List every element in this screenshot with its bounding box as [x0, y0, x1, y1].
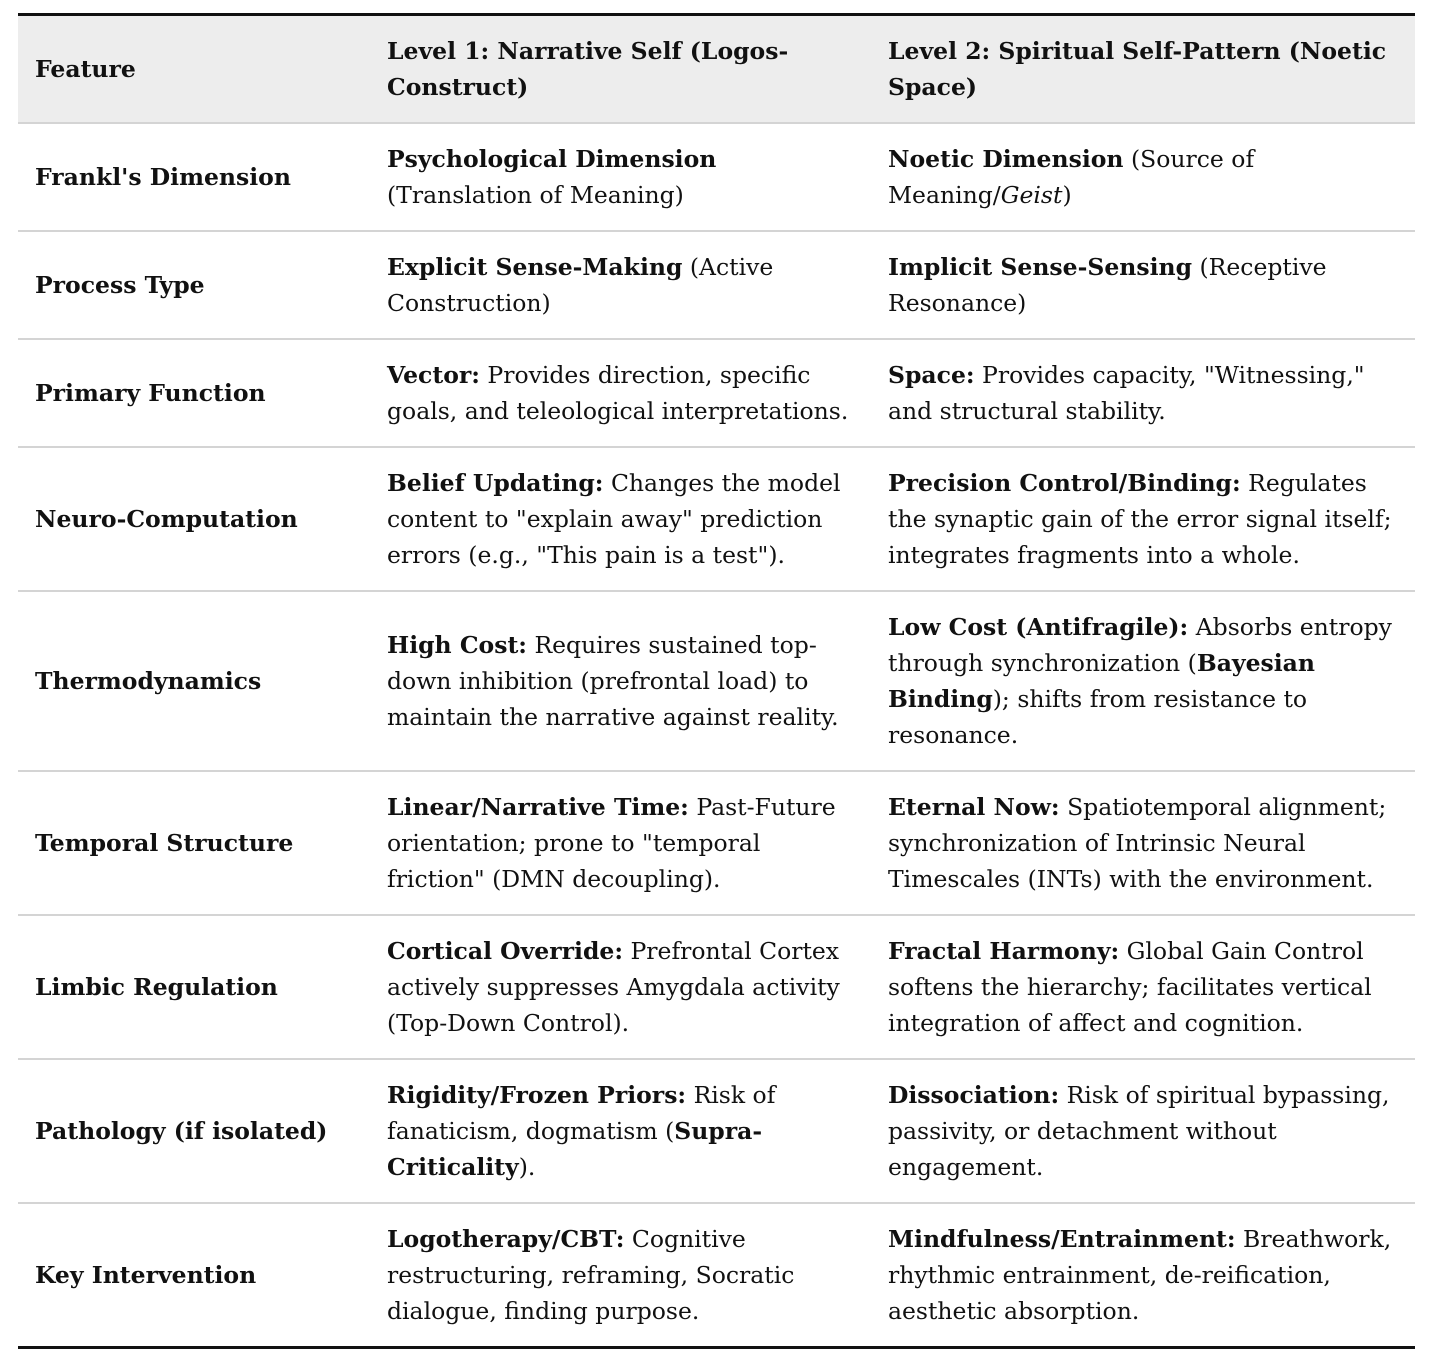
level-2-lead: Noetic Dimension	[888, 145, 1124, 173]
table-row	[18, 771, 1415, 915]
table-row	[18, 339, 1415, 447]
header-feature: Feature	[35, 55, 136, 83]
level-2-cell	[871, 123, 1415, 231]
level-2-lead: Space:	[888, 361, 975, 389]
level-2-italic: Geist	[1000, 181, 1063, 209]
level-2-text: Breathwork, rhythmic entrainment, de-reification, aesthetic absorption.	[888, 1225, 1392, 1325]
level-1-lead: Belief Updating:	[387, 469, 604, 497]
level-2-lead: Fractal Harmony:	[888, 937, 1120, 965]
row-feature: Process Type	[35, 271, 205, 299]
level-1-cell	[370, 915, 871, 1059]
level-2-cell	[871, 231, 1415, 339]
row-feature: Primary Function	[35, 379, 266, 407]
level-2-cell	[871, 339, 1415, 447]
header-level-2: Level 2: Spiritual Self-Pattern (Noetic Space)	[888, 37, 1387, 101]
level-2-text: Global Gain Control softens the hierarchy; facilitates vertical integration of affect and cognition.	[888, 937, 1372, 1037]
level-1-text: Requires sustained top-down inhibition (prefrontal load) to maintain the narrative against reality.	[387, 631, 839, 731]
level-1-text: Past-Future orientation; prone to "temporal friction" (DMN decoupling).	[387, 793, 836, 893]
level-1-cell	[370, 591, 871, 771]
table-row	[18, 447, 1415, 591]
table-row	[18, 231, 1415, 339]
level-1-cell	[370, 123, 871, 231]
table-row	[18, 915, 1415, 1059]
table-row	[18, 123, 1415, 231]
level-1-cell	[370, 339, 871, 447]
level-2-text: Regulates the synaptic gain of the error signal itself; integrates fragments into a whole.	[888, 469, 1392, 569]
level-1-tail: ).	[518, 1153, 536, 1181]
level-1-text: Risk of fanaticism, dogmatism (	[387, 1081, 776, 1145]
table-row	[18, 1203, 1415, 1348]
level-2-tail: ); shifts from resistance to resonance.	[888, 685, 1308, 749]
level-1-lead: High Cost:	[387, 631, 527, 659]
level-1-bold: Supra-Criticality	[387, 1117, 763, 1181]
level-1-text: Prefrontal Cortex actively suppresses Amygdala activity (Top-Down Control).	[387, 937, 840, 1037]
table-row	[18, 591, 1415, 771]
level-1-text: Cognitive restructuring, reframing, Socratic dialogue, finding purpose.	[387, 1225, 795, 1325]
level-2-lead: Eternal Now:	[888, 793, 1060, 821]
level-2-bold: Bayesian Binding	[888, 649, 1315, 713]
level-1-cell	[370, 231, 871, 339]
level-2-lead: Low Cost (Antifragile):	[888, 613, 1189, 641]
level-1-cell	[370, 771, 871, 915]
level-2-text: (Source of Meaning/	[888, 145, 1255, 209]
level-2-text: (Receptive Resonance)	[888, 253, 1327, 317]
level-1-text: Changes the model content to "explain away" prediction errors (e.g., "This pain is a test").	[387, 469, 841, 569]
row-feature: Thermodynamics	[35, 667, 262, 695]
level-2-text: Absorbs entropy through synchronization (	[888, 613, 1392, 677]
level-1-lead: Rigidity/Frozen Priors:	[387, 1081, 687, 1109]
level-2-tail: )	[1062, 181, 1072, 209]
level-1-lead: Cortical Override:	[387, 937, 624, 965]
level-2-lead: Mindfulness/Entrainment:	[888, 1225, 1236, 1253]
row-feature: Key Intervention	[35, 1261, 257, 1289]
row-feature: Pathology (if isolated)	[35, 1117, 328, 1145]
comparison-table	[18, 13, 1415, 1349]
level-1-cell	[370, 447, 871, 591]
level-2-text: Spatiotemporal alignment; synchronization of Intrinsic Neural Timescales (INTs) with the environment.	[888, 793, 1387, 893]
level-2-cell	[871, 915, 1415, 1059]
row-feature: Temporal Structure	[35, 829, 294, 857]
level-1-text: (Active Construction)	[387, 253, 774, 317]
comparison-table-container	[18, 13, 1415, 1349]
level-2-text: Provides capacity, "Witnessing," and structural stability.	[888, 361, 1365, 425]
level-2-lead: Implicit Sense-Sensing	[888, 253, 1193, 281]
level-1-lead: Linear/Narrative Time:	[387, 793, 689, 821]
row-feature: Frankl's Dimension	[35, 163, 291, 191]
level-2-lead: Precision Control/Binding:	[888, 469, 1241, 497]
level-1-text: (Translation of Meaning)	[387, 181, 684, 209]
header-level-1: Level 1: Narrative Self (Logos-Construct)	[387, 37, 789, 101]
level-2-cell	[871, 447, 1415, 591]
level-1-cell	[370, 1203, 871, 1348]
level-1-lead: Logotherapy/CBT:	[387, 1225, 625, 1253]
level-1-lead: Explicit Sense-Making	[387, 253, 683, 281]
level-2-lead: Dissociation:	[888, 1081, 1060, 1109]
row-feature: Limbic Regulation	[35, 973, 278, 1001]
level-1-cell	[370, 1059, 871, 1203]
level-1-text: Provides direction, specific goals, and teleological interpretations.	[387, 361, 849, 425]
table-header-row	[18, 15, 1415, 124]
level-2-cell	[871, 771, 1415, 915]
level-1-lead: Psychological Dimension	[387, 145, 717, 173]
row-feature: Neuro-Computation	[35, 505, 298, 533]
level-2-text: Risk of spiritual bypassing, passivity, or detachment without engagement.	[888, 1081, 1390, 1181]
level-1-lead: Vector:	[387, 361, 480, 389]
level-2-cell	[871, 591, 1415, 771]
level-2-cell	[871, 1203, 1415, 1348]
level-2-cell	[871, 1059, 1415, 1203]
table-row	[18, 1059, 1415, 1203]
